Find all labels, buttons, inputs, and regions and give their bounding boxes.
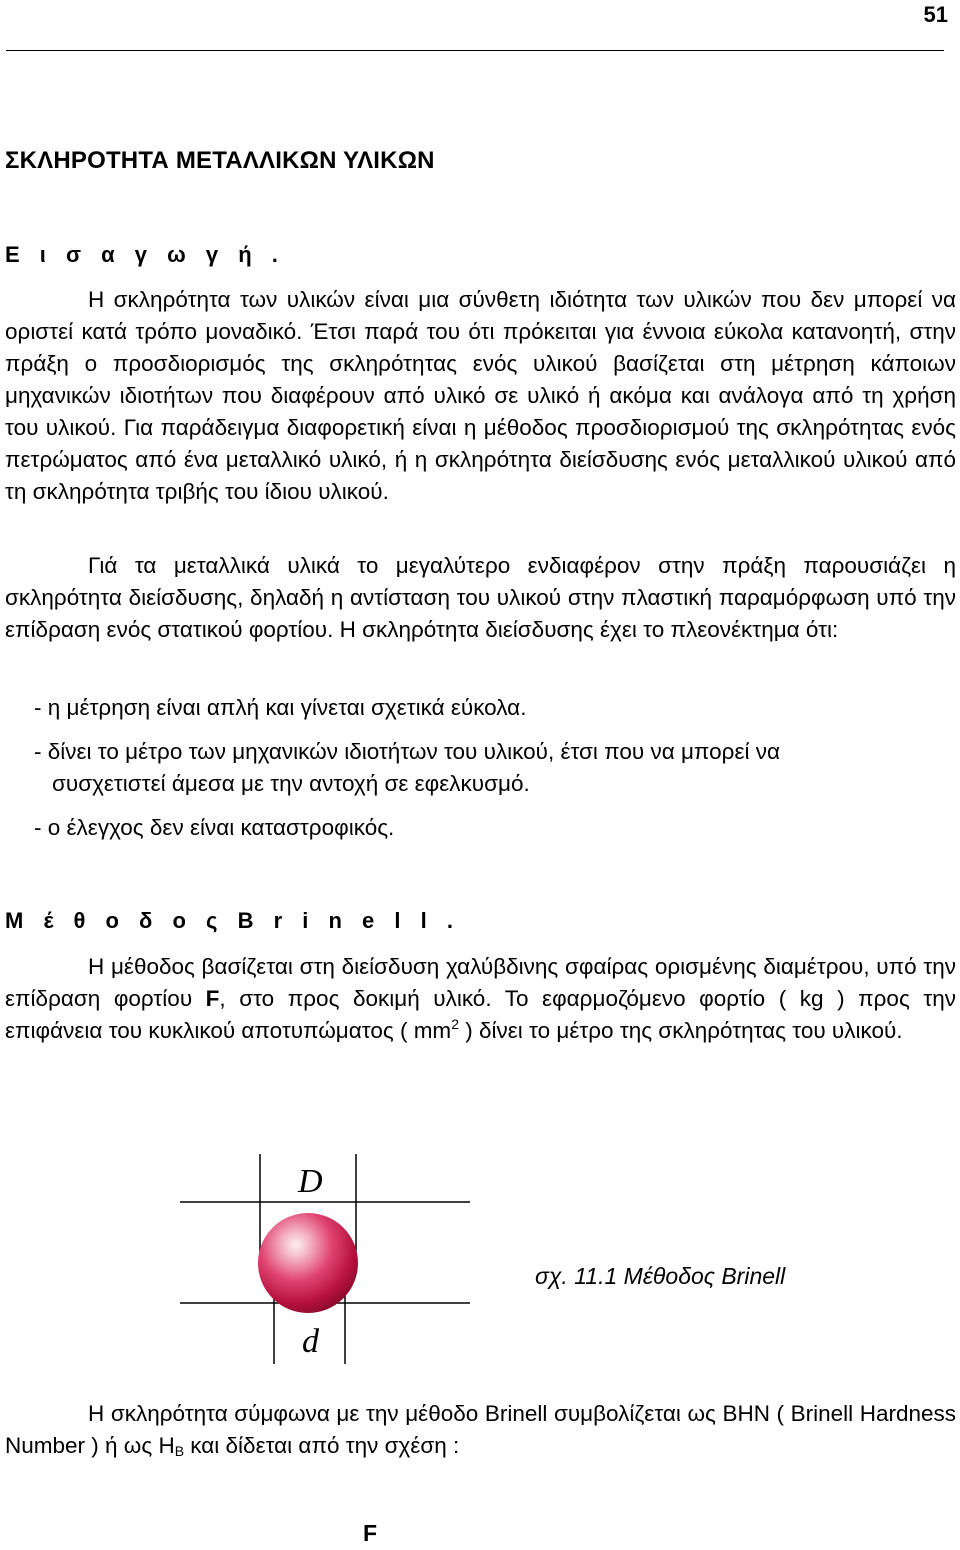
list-item: - ο έλεγχος δεν είναι καταστροφικός. xyxy=(34,815,395,840)
intro-heading: Ε ι σ α γ ω γ ή . xyxy=(5,242,285,267)
steel-ball xyxy=(258,1213,358,1313)
intro-paragraph-1 xyxy=(5,284,956,508)
header-rule xyxy=(6,50,944,51)
page-number: 51 xyxy=(923,2,948,27)
page-title: ΣΚΛΗΡΟΤΗΤΑ ΜΕΤΑΛΛΙΚΩΝ ΥΛΙΚΩΝ xyxy=(5,147,435,174)
formula-numerator: F xyxy=(363,1520,378,1546)
force-symbol: F xyxy=(205,986,220,1011)
brinell-heading: Μ έ θ ο δ ο ς B r i n e l l . xyxy=(5,908,460,933)
intro-paragraph-1-text: Η σκληρότητα των υλικών είναι μια σύνθετη ιδιότητα των υλικών που δεν μπορεί να οριστεί κατά τρόπο μοναδικό. Έτσι παρά του ότι πρόκειται για έννοια εύκολα κατανοητή, στην πράξη ο προσδιορισμός της σκληρότητας ενός υλικού βασίζεται στη μέτρηση κάποιων μηχανικών ιδιοτήτων που διαφέρουν από υλικό σε υλικό ή ακόμα και ανάλογα από τη χρήση του υλικού. Για παράδειγμα διαφορετική είναι η μέθοδος προσδιορισμού της σκληρότητας ενός πετρώματος από ένα μεταλλικό υλικό, ή η σκληρότητα διείσδυσης ενός μεταλλικού υλικού από τη σκληρότητα τριβής του ίδιου υλικού. xyxy=(5,287,956,504)
brinell-paragraph-1-text: ) δίνει το μέτρο της σκληρότητας του υλικού. xyxy=(458,1018,903,1043)
brinell-paragraph-2-text: και δίδεται από την σχέση : xyxy=(184,1433,460,1458)
brinell-paragraph-1 xyxy=(5,951,956,1047)
superscript: 2 xyxy=(451,1016,459,1032)
figure-label-d: d xyxy=(302,1323,319,1360)
list-item: - δίνει το μέτρο των μηχανικών ιδιοτήτων του υλικού, έτσι που να μπορεί να xyxy=(34,739,780,764)
figure-label-D: D xyxy=(298,1163,323,1200)
figure-caption: σχ. 11.1 Μέθοδος Brinell xyxy=(535,1263,786,1289)
brinell-paragraph-2 xyxy=(5,1398,956,1462)
brinell-paragraph-1-text: , στο προς δοκιμή υλικό. Το εφαρμοζόμενο φορτίο ( kg ) προς την επιφάνεια του κυκλικού αποτυπώματος ( mm xyxy=(5,986,956,1043)
brinell-figure xyxy=(180,1152,470,1372)
brinell-paragraph-1-text: Η μέθοδος βασίζεται στη διείσδυση χαλύβδινης σφαίρας ορισμένης διαμέτρου, υπό την επίδραση φορτίου xyxy=(5,954,956,1011)
list-item-continuation: συσχετιστεί άμεσα με την αντοχή σε εφελκυσμό. xyxy=(52,771,530,796)
subscript: B xyxy=(174,1443,185,1459)
list-item: - η μέτρηση είναι απλή και γίνεται σχετικά εύκολα. xyxy=(34,695,527,720)
intro-paragraph-2-text: Γιά τα μεταλλικά υλικά το μεγαλύτερο ενδιαφέρον στην πράξη παρουσιάζει η σκληρότητα διείσδυσης, δηλαδή η αντίσταση του υλικού στην πλαστική παραμόρφωση υπό την επίδραση ενός στατικού φορτίου. Η σκληρότητα διείσδυσης έχει το πλεονέκτημα ότι: xyxy=(5,553,956,642)
brinell-paragraph-2-text: Η σκληρότητα σύμφωνα με την μέθοδο Brinell συμβολίζεται ως BHN ( Brinell Hardness Number ) ή ως H xyxy=(5,1401,956,1458)
intro-paragraph-2 xyxy=(5,550,956,646)
